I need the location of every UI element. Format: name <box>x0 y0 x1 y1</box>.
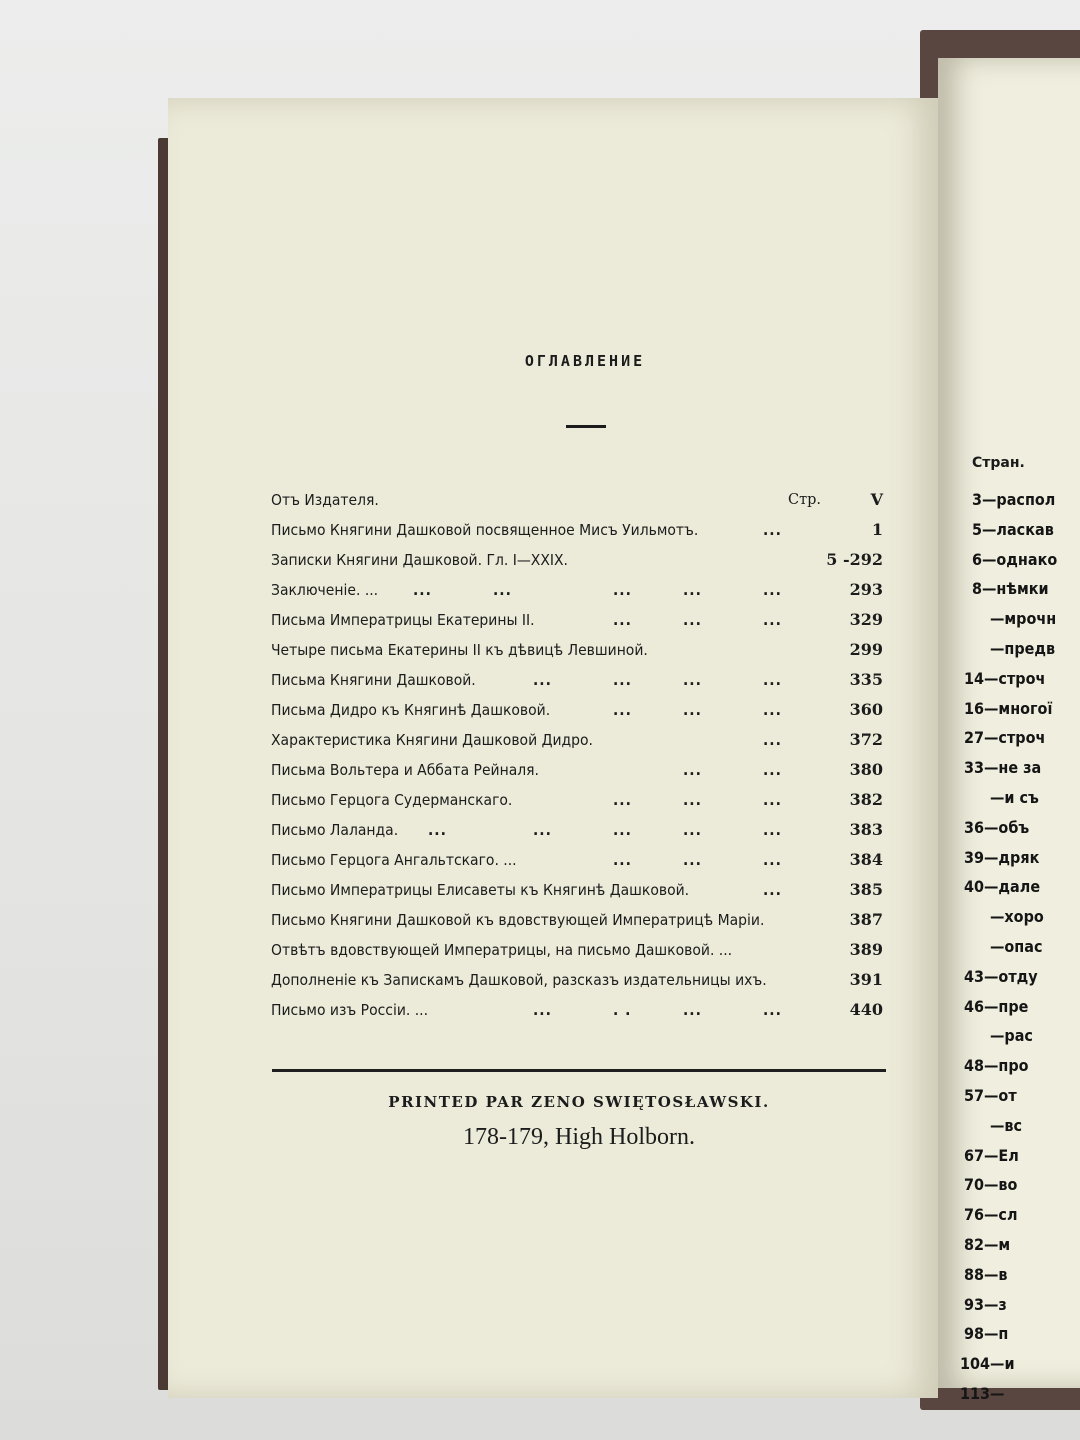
dot-leader: ... <box>763 521 782 539</box>
dot-leader: ... <box>683 581 702 599</box>
dot-leader: ... <box>763 851 782 869</box>
facing-page-item: 113— <box>960 1383 1005 1403</box>
toc-entry <box>271 665 883 695</box>
dot-leader: ... <box>413 581 432 599</box>
dot-leader: ... <box>533 821 552 839</box>
facing-page-item: —и съ <box>990 787 1039 807</box>
toc-entry-page: 440 <box>849 1000 883 1019</box>
toc-entry <box>271 815 883 845</box>
page-column-label: Стр. <box>787 492 821 508</box>
toc-entry <box>271 755 883 785</box>
facing-page-item: 82—м <box>964 1234 1011 1254</box>
facing-page-item: 14—строч <box>964 668 1046 688</box>
dot-leader: ... <box>763 791 782 809</box>
facing-page-item: 57—от <box>964 1085 1017 1105</box>
toc-entry-page: 383 <box>849 820 883 839</box>
toc-entry-title: Письмо Княгини Дашковой къ вдовствующей Императрицѣ Маріи. <box>271 911 765 929</box>
facing-page-item: 88—в <box>964 1264 1008 1284</box>
facing-page-item: 67—Ел <box>964 1145 1019 1165</box>
dot-leader: . . <box>613 1001 632 1019</box>
toc-heading: ОГЛАВЛЕНИЕ <box>524 352 646 370</box>
dot-leader: ... <box>683 791 702 809</box>
dot-leader: ... <box>613 701 632 719</box>
facing-page-item: —рас <box>990 1026 1033 1046</box>
dot-leader: ... <box>683 671 702 689</box>
heading-rule <box>566 425 606 428</box>
dot-leader: ... <box>683 1001 702 1019</box>
toc-entry-title: Письма Императрицы Екатерины II. <box>271 611 535 629</box>
facing-page-item: 8—нѣмки <box>972 579 1049 599</box>
bottom-rule <box>272 1069 886 1072</box>
dot-leader: ... <box>428 821 447 839</box>
toc-entry-page: 335 <box>849 670 883 689</box>
facing-page-item: 93—з <box>964 1294 1007 1314</box>
toc-entry-page: 385 <box>849 880 883 899</box>
dot-leader: ... <box>763 701 782 719</box>
facing-page-header: Стран. <box>972 455 1025 471</box>
dot-leader: ... <box>763 881 782 899</box>
facing-page-item: 104—и <box>960 1354 1015 1374</box>
dot-leader: ... <box>683 701 702 719</box>
toc-entry-title: Характеристика Княгини Дашковой Дидро. <box>271 731 593 749</box>
dot-leader: ... <box>613 581 632 599</box>
toc-entry-page: 1 <box>871 520 883 539</box>
facing-page-item: 43—отду <box>964 966 1038 986</box>
toc-entry <box>271 635 883 665</box>
facing-page-item: 6—однако <box>972 549 1058 569</box>
toc-entry-page: 372 <box>849 730 883 749</box>
toc-entry-title: Письмо Герцога Судерманскаго. <box>271 791 513 809</box>
toc-entry <box>271 725 883 755</box>
facing-page-item: 98—п <box>964 1324 1009 1344</box>
dot-leader: ... <box>683 611 702 629</box>
facing-page-item: 48—про <box>964 1056 1029 1076</box>
toc-entry-title: Отъ Издателя. <box>271 491 379 509</box>
facing-page-item: 76—сл <box>964 1205 1018 1225</box>
toc-entry-title: Письмо Княгини Дашковой посвященное Мисъ Уильмотъ. <box>271 521 699 539</box>
dot-leader: ... <box>613 821 632 839</box>
toc-entry-page: 389 <box>849 940 883 959</box>
toc-entry-page: 360 <box>849 700 883 719</box>
facing-page-item: 27—строч <box>964 728 1046 748</box>
toc-entry-page: 384 <box>849 850 883 869</box>
facing-page-item: —вс <box>990 1115 1023 1135</box>
facing-page-item: —опас <box>990 936 1043 956</box>
facing-page-item: —мрочн <box>990 609 1057 629</box>
dot-leader: ... <box>613 671 632 689</box>
toc-entry <box>271 695 883 725</box>
toc-entry <box>271 785 883 815</box>
toc-entry <box>271 995 883 1025</box>
toc-entry-title: Записки Княгини Дашковой. Гл. I—XXIX. <box>271 551 568 569</box>
facing-page-item: —хоро <box>990 907 1044 927</box>
facing-page-item: 36—объ <box>964 817 1030 837</box>
toc-entry-title: Письмо изъ Россіи. ... <box>271 1001 429 1019</box>
dot-leader: ... <box>533 1001 552 1019</box>
toc-entry <box>271 965 883 995</box>
dot-leader: ... <box>763 731 782 749</box>
toc-entry-page: 329 <box>849 610 883 629</box>
facing-page-item: 40—дале <box>964 877 1041 897</box>
dot-leader: ... <box>613 791 632 809</box>
toc-entry-page: 5 -292 <box>826 550 883 569</box>
dot-leader: ... <box>613 851 632 869</box>
toc-entry-title: Отвѣтъ вдовствующей Императрицы, на письмо Дашковой. ... <box>271 941 733 959</box>
dot-leader: ... <box>763 1001 782 1019</box>
toc-entry-title: Четыре письма Екатерины II къ дѣвицѣ Левшиной. <box>271 641 648 659</box>
dot-leader: ... <box>683 821 702 839</box>
toc-entry-title: Заключеніе. ... <box>271 581 379 599</box>
toc-entry <box>271 875 883 905</box>
facing-page-item: —предв <box>990 638 1056 658</box>
toc-entry <box>271 935 883 965</box>
facing-page-item: 5—ласкав <box>972 519 1054 539</box>
toc-list <box>271 485 883 1025</box>
dot-leader: ... <box>763 821 782 839</box>
toc-entry-title: Письмо Лаланда. <box>271 821 399 839</box>
toc-entry-title: Письма Дидро къ Княгинѣ Дашковой. <box>271 701 551 719</box>
dot-leader: ... <box>683 851 702 869</box>
facing-page-item: 3—распол <box>972 490 1056 509</box>
dot-leader: ... <box>533 671 552 689</box>
toc-entry <box>271 575 883 605</box>
facing-page-list <box>960 485 1057 1409</box>
toc-entry <box>271 845 883 875</box>
facing-page-item: 70—во <box>964 1175 1018 1195</box>
toc-entry <box>271 515 883 545</box>
toc-entry-page: 382 <box>849 790 883 809</box>
toc-entry-page: 380 <box>849 760 883 779</box>
toc-entry-page: V <box>870 490 883 509</box>
dot-leader: ... <box>763 671 782 689</box>
facing-page-item: 46—пре <box>964 996 1029 1016</box>
printer-imprint: PRINTED PAR ZENO SWIĘTOSŁAWSKI. <box>388 1093 770 1111</box>
facing-page-item: 39—дряк <box>964 847 1040 867</box>
toc-entry-page: 387 <box>849 910 883 929</box>
toc-entry-page: 391 <box>849 970 883 989</box>
toc-entry-title: Письмо Герцога Ангальтскаго. ... <box>271 851 517 869</box>
toc-entry <box>271 905 883 935</box>
toc-entry-title: Письма Княгини Дашковой. <box>271 671 476 689</box>
toc-entry-title: Дополненіе къ Запискамъ Дашковой, разсказъ издательницы ихъ. <box>271 971 767 989</box>
dot-leader: ... <box>763 761 782 779</box>
toc-entry <box>271 605 883 635</box>
dot-leader: ... <box>763 581 782 599</box>
dot-leader: ... <box>493 581 512 599</box>
facing-page-item: 33—не за <box>964 758 1042 778</box>
dot-leader: ... <box>683 761 702 779</box>
facing-page-item: 16—многої <box>964 698 1053 718</box>
toc-entry-page: 299 <box>849 640 883 659</box>
printer-address: 178-179, High Holborn. <box>463 1124 695 1150</box>
toc-entry-title: Письмо Императрицы Елисаветы къ Княгинѣ Дашковой. <box>271 881 690 899</box>
dot-leader: ... <box>613 611 632 629</box>
dot-leader: ... <box>763 611 782 629</box>
toc-entry <box>271 485 883 515</box>
toc-entry-page: 293 <box>849 580 883 599</box>
toc-entry <box>271 545 883 575</box>
toc-entry-title: Письма Вольтера и Аббата Рейналя. <box>271 761 539 779</box>
